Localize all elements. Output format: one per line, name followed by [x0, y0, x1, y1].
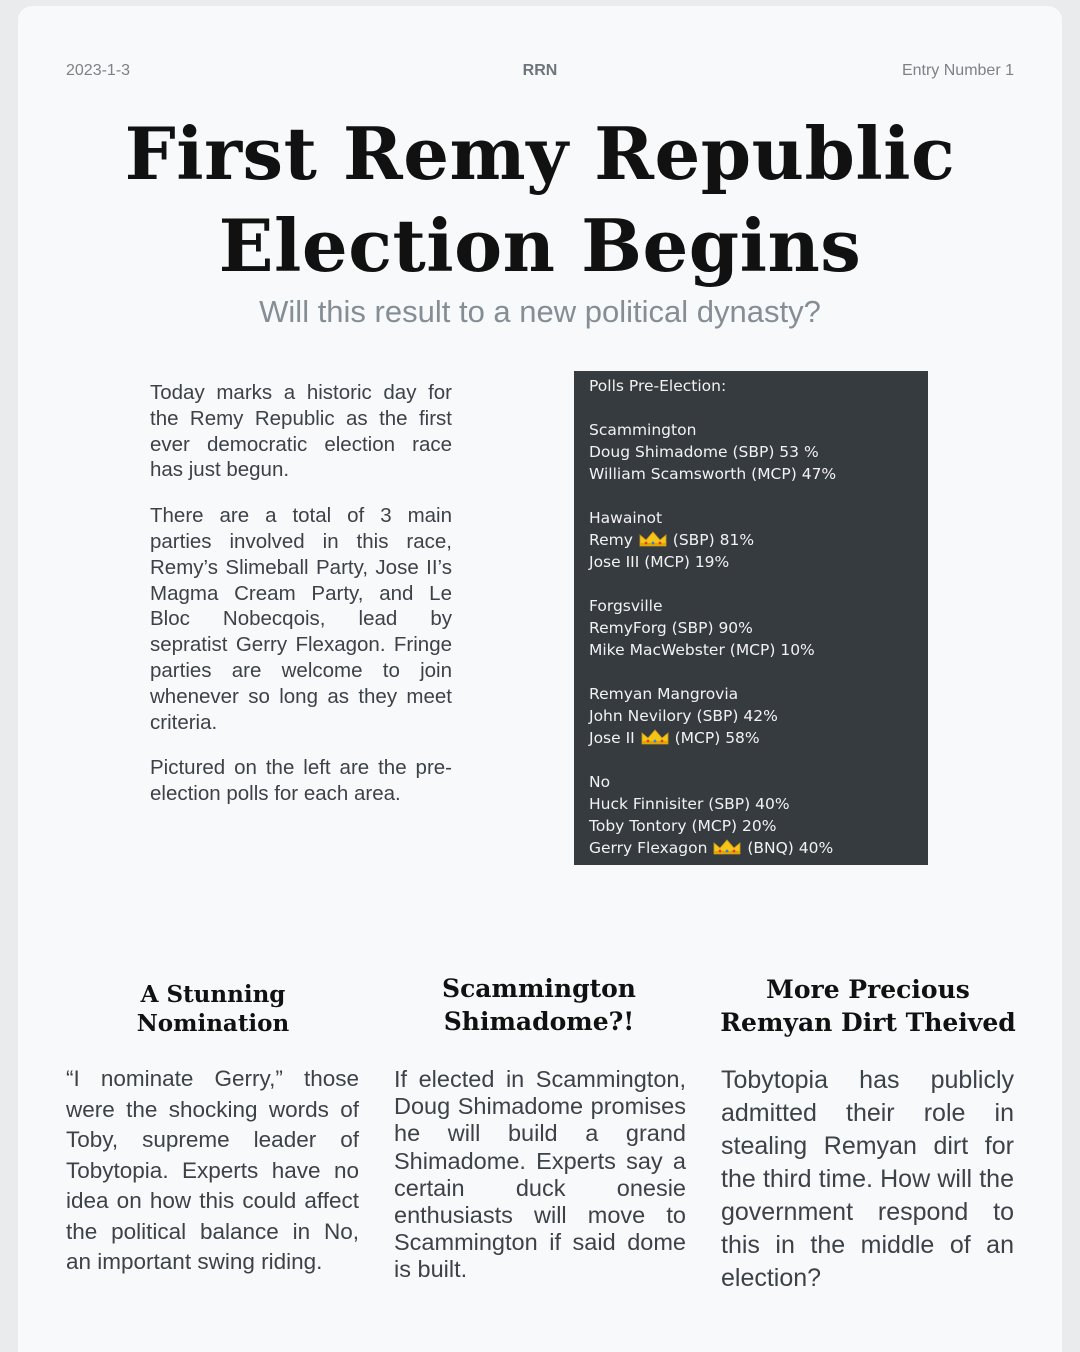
candidate-name: Huck Finnisiter [589, 795, 704, 813]
candidate-result: (MCP) 10% [729, 641, 815, 659]
polls-spacer [589, 749, 914, 771]
poll-region-name: Remyan Mangrovia [589, 685, 739, 703]
column-2-body: If elected in Scammington, Doug Shimadome promises he will build a grand Shimadome. Experts say a certain duck onesie enthusiasts will move to Scammington if said dome is built. [394, 1066, 686, 1283]
poll-region-name: Scammington [589, 421, 697, 439]
poll-candidate-row [589, 705, 914, 727]
subheadline: Will this result to a new political dynasty? [259, 294, 821, 329]
column-2-heading-line-1: Scammington [442, 974, 636, 1003]
poll-candidate-row [589, 793, 914, 815]
poll-candidate-row [589, 617, 914, 639]
polls-spacer [589, 397, 914, 419]
poll-region-name: Hawainot [589, 509, 663, 527]
column-2-heading [414, 972, 664, 1038]
poll-candidate-row [589, 837, 914, 859]
candidate-result: (BNQ) 40% [747, 839, 834, 857]
candidate-result: (MCP) 58% [674, 729, 760, 747]
candidate-result: (SBP) 90% [671, 619, 753, 637]
poll-candidate-row [589, 529, 914, 551]
poll-candidate-row [589, 441, 914, 463]
candidate-name: John Nevilory [589, 707, 692, 725]
candidate-result: (SBP) 81% [672, 531, 755, 549]
poll-region-name: No [589, 773, 611, 791]
candidate-name: Remy [589, 531, 633, 549]
column-1-heading-line-1: A Stunning [140, 981, 286, 1008]
entry-number: Entry Number 1 [901, 62, 1014, 79]
polls-spacer [589, 661, 914, 683]
candidate-name: Gerry Flexagon [589, 839, 708, 857]
column-1-heading-line-2: Nomination [136, 1010, 290, 1037]
poll-candidate-row [589, 727, 914, 749]
intro-paragraph-1: Today marks a historic day for the Remy Republic as the first ever democratic election race has just begun. [150, 381, 452, 482]
candidate-result: (SBP) 42% [696, 707, 778, 725]
candidate-result: (MCP) 47% [751, 465, 837, 483]
candidate-name: Doug Shimadome [589, 443, 728, 461]
candidate-result: (SBP) 40% [708, 795, 790, 813]
polls-spacer [589, 573, 914, 595]
poll-candidate-row [589, 639, 914, 661]
crown-icon [712, 838, 742, 856]
headline-line-1: First Remy Republic [124, 111, 956, 196]
polls-box [574, 371, 928, 865]
candidate-name: Toby Tontory [589, 817, 687, 835]
column-1-body: “I nominate Gerry,” those were the shocking words of Toby, supreme leader of Tobytopia. Experts have no idea on how this could affect the political balance in No, an important swing riding. [66, 1066, 359, 1274]
intro-article [150, 380, 452, 827]
polls-spacer [589, 485, 914, 507]
column-3-heading [718, 973, 1018, 1039]
crown-icon [640, 728, 670, 746]
column-3-heading-line-2: Remyan Dirt Theived [720, 1008, 1016, 1037]
column-3-body: Tobytopia has publicly admitted their role in stealing Remyan dirt for the third time. How will the government respond to this in the middle of an election? [721, 1066, 1014, 1292]
column-1-heading [118, 980, 308, 1038]
candidate-name: Jose III [589, 553, 640, 571]
polls-title: Polls Pre-Election: [589, 377, 727, 395]
column-2-heading-line-2: Shimadome?! [443, 1007, 635, 1036]
poll-candidate-row [589, 463, 914, 485]
issue-date: 2023-1-3 [66, 62, 131, 79]
intro-paragraph-2: There are a total of 3 main parties involved in this race, Remy’s Slimeball Party, Jose II’s Magma Cream Party, and Le Bloc Nobecqois, lead by sepratist Gerry Flexagon. Fringe parties are welcome to join whenever so long as they meet criteria. [150, 504, 452, 734]
headline [18, 108, 1062, 292]
poll-region-name: Forgsville [589, 597, 663, 615]
candidate-name: William Scamsworth [589, 465, 747, 483]
crown-icon [638, 530, 668, 548]
candidate-name: RemyForg [589, 619, 667, 637]
candidate-result: (SBP) 53 % [732, 443, 819, 461]
column-3-heading-line-1: More Precious [766, 975, 970, 1004]
candidate-name: Mike MacWebster [589, 641, 725, 659]
candidate-result: (MCP) 20% [691, 817, 777, 835]
poll-candidate-row [589, 815, 914, 837]
candidate-name: Jose II [589, 729, 635, 747]
poll-candidate-row [589, 551, 914, 573]
publication-name: RRN [522, 62, 558, 79]
headline-line-2: Election Begins [218, 203, 862, 288]
newspaper-page [18, 6, 1062, 1352]
candidate-result: (MCP) 19% [644, 553, 730, 571]
intro-paragraph-3: Pictured on the left are the pre-election polls for each area. [150, 756, 452, 806]
